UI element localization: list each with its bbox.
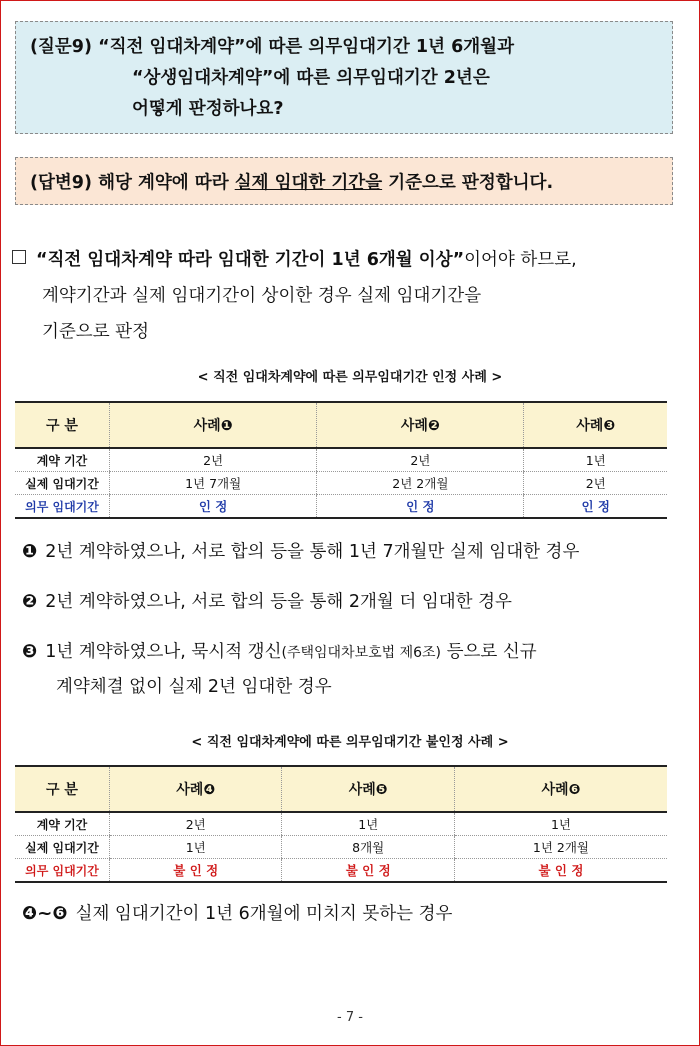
note-cases-4-6 [22, 897, 452, 931]
note-case-2 [22, 585, 512, 619]
checkbox-square-icon [12, 250, 26, 264]
table-cell: 1년 [110, 836, 282, 859]
status-rejected: 불 인 정 [282, 859, 454, 883]
table-row [15, 472, 667, 495]
table-cell: 2년 2개월 [317, 472, 524, 495]
note-text: 실제 임대기간이 1년 6개월에 미치지 못하는 경우 [75, 904, 453, 924]
bullet-line-2: 계약기간과 실제 임대기간이 상이한 경우 실제 임대기간을 [42, 286, 482, 306]
note-number: ❶ [22, 541, 38, 562]
note-case-1 [22, 535, 579, 569]
bullet-line-1 [12, 242, 692, 278]
status-rejected: 불 인 정 [110, 859, 282, 883]
status-approved: 인 정 [317, 495, 524, 519]
table-cell: 1년 [282, 812, 454, 836]
answer-underlined: 실제 임대한 기간을 [234, 172, 383, 193]
note-text: 2년 계약하였으나, 서로 합의 등을 통해 2개월 더 임대한 경우 [45, 592, 512, 612]
status-approved: 인 정 [110, 495, 317, 519]
table-cell: 1년 2개월 [454, 836, 667, 859]
row-label: 의무 임대기간 [25, 499, 99, 514]
table1-header [15, 402, 667, 448]
table-cell: 2년 [110, 448, 317, 472]
table2-header-cell: 사례❹ [110, 766, 282, 812]
answer-box [15, 157, 673, 205]
bullet-line-3: 기준으로 판정 [42, 322, 149, 342]
table-row [15, 859, 667, 883]
table1-header-cell: 사례❶ [110, 402, 317, 448]
table-cell: 2년 [524, 472, 667, 495]
note-case-3 [22, 635, 537, 670]
table1-header-cell: 사례❷ [317, 402, 524, 448]
table-rejected-cases [15, 765, 667, 883]
table-row [15, 495, 667, 519]
answer-prefix: (답변9) 해당 계약에 따라 [30, 172, 235, 193]
table-cell: 8개월 [282, 836, 454, 859]
table-cell: 2년 [110, 812, 282, 836]
table1-header-cell: 사례❸ [524, 402, 667, 448]
table2-header-cell: 사례❺ [282, 766, 454, 812]
table1-header-cell: 구 분 [15, 402, 110, 448]
row-label: 계약 기간 [15, 448, 110, 472]
row-label: 계약 기간 [15, 812, 110, 836]
table-cell: 1년 [524, 448, 667, 472]
question-line-2: “상생임대차계약”에 따른 의무임대기간 2년은 [132, 68, 490, 88]
question-box [15, 21, 673, 134]
table2-header-cell: 구 분 [15, 766, 110, 812]
question-line-1: (질문9) “직전 임대차계약”에 따른 의무임대기간 1년 6개월과 [30, 37, 514, 57]
explanation-bullet [12, 242, 692, 350]
answer-text [30, 169, 553, 194]
table-cell: 1년 7개월 [110, 472, 317, 495]
note-text: 등으로 신규 [441, 642, 537, 662]
note-text: 1년 계약하였으나, 묵시적 갱신 [45, 642, 282, 662]
note-number: ❸ [22, 641, 38, 662]
page-number: - 7 - [337, 1010, 363, 1025]
table1-caption: < 직전 임대차계약에 따른 의무임대기간 인정 사례 > [197, 370, 503, 385]
note-case-3-line-2: 계약체결 없이 실제 2년 임대한 경우 [56, 677, 332, 697]
bullet-rest-text: 이어야 하므로, [464, 250, 577, 270]
table-row [15, 812, 667, 836]
note-law-ref: (주택임대차보호법 제6조) [281, 645, 442, 661]
table-cell: 1년 [454, 812, 667, 836]
table-cell: 2년 [317, 448, 524, 472]
table2-header [15, 766, 667, 812]
table-approved-cases [15, 401, 667, 519]
row-label: 의무 임대기간 [25, 863, 99, 878]
note-number: ❷ [22, 591, 38, 612]
answer-suffix: 기준으로 판정합니다. [382, 172, 554, 193]
table2-header-cell: 사례❻ [454, 766, 667, 812]
row-label: 실제 임대기간 [15, 472, 110, 495]
row-label: 실제 임대기간 [15, 836, 110, 859]
question-line-3: 어떻게 판정하나요? [132, 99, 284, 119]
table2-caption: < 직전 임대차계약에 따른 의무임대기간 불인정 사례 > [191, 735, 509, 750]
status-rejected: 불 인 정 [454, 859, 667, 883]
status-approved: 인 정 [524, 495, 667, 519]
bullet-bold-text: “직전 임대차계약 따라 임대한 기간이 1년 6개월 이상” [36, 250, 465, 270]
note-text: 2년 계약하였으나, 서로 합의 등을 통해 1년 7개월만 실제 임대한 경우 [45, 542, 580, 562]
table-row [15, 448, 667, 472]
note-number: ❹~❻ [22, 903, 68, 924]
table-row [15, 836, 667, 859]
